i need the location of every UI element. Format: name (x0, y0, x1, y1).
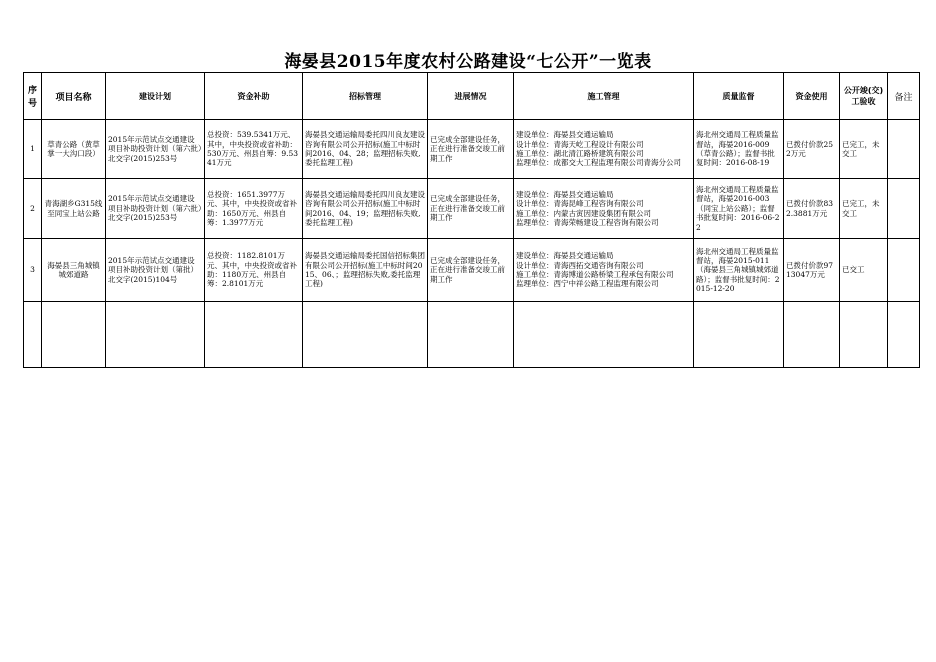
header-acceptance: 公开竣(交)工验收 (840, 73, 888, 120)
cell-plan: 2015年示范试点交通建设项目补助投资计划（第六批）北交字(2015)253号 (106, 120, 205, 179)
cell-seq: 1 (24, 120, 42, 179)
cell-funds: 总投资：1651.3977万元、其中，中央投资或省补助：1650万元、州县自筹：1.3977万元 (205, 179, 303, 239)
header-row (24, 73, 920, 120)
header-seq: 序号 (24, 73, 42, 120)
cell-quality: 海北州交通局工程质量监督站，海晏2015-011（海晏县三角城镇城郊道路）；监督书批复时间：2015-12-20 (694, 239, 784, 302)
header-funds: 资金补助 (205, 73, 303, 120)
cell-progress: 已完成全部建设任务，正在进行准备交竣工前期工作 (428, 179, 514, 239)
cell-name: 草青公路（黄草掌一大沟口段） (42, 120, 106, 179)
construction-line: 建设单位：海晏县交通运输局 (516, 130, 614, 140)
construction-line: 施工单位：湖北清江路桥建筑有限公司 (516, 149, 644, 158)
construction-line: 施工单位：青海博道公路桥梁工程承包有限公司 (516, 270, 674, 279)
empty-cell (514, 302, 694, 368)
cell-usage: 已拨付价款9713047万元 (784, 239, 840, 302)
header-bidding: 招标管理 (303, 73, 428, 120)
cell-acceptance: 已完工，未交工 (840, 120, 888, 179)
cell-usage: 已拨付价款252万元 (784, 120, 840, 179)
cell-funds: 总投资：1182.8101万元、其中，中央投资或省补助：1180万元、州县自筹：2.8101万元 (205, 239, 303, 302)
table-row-empty (24, 302, 920, 368)
summary-table (23, 72, 920, 368)
cell-seq: 3 (24, 239, 42, 302)
header-name: 项目名称 (42, 73, 106, 120)
cell-remark (888, 120, 920, 179)
cell-remark (888, 179, 920, 239)
table-row (24, 120, 920, 179)
construction-line: 监理单位：青海荣畅建设工程咨询有限公司 (516, 217, 659, 227)
cell-name: 海晏县三角城镇城郊道路 (42, 239, 106, 302)
cell-bidding: 海晏县交通运输局委托四川良友建设咨询有限公司公开招标(施工中标时间2016、04、28；监理招标失败,委托监理工程) (303, 120, 428, 179)
construction-line: 施工单位：内蒙古寅因建设集团有限公司 (516, 208, 651, 218)
cell-funds: 总投资：539.5341万元、其中，中央投资或省补助：530万元、州县自筹：9.5341万元 (205, 120, 303, 179)
empty-cell (784, 302, 840, 368)
page-title: 海晏县2015年度农村公路建设“七公开”一览表 (284, 52, 652, 72)
cell-bidding: 海晏县交通运输局委托四川良友建设咨询有限公司公开招标(施工中标时间2016、04、19；监理招标失败,委托监理工程) (303, 179, 428, 239)
table-row (24, 239, 920, 302)
construction-line: 监理单位：成都交大工程监理有限公司青海分公司 (516, 158, 681, 168)
cell-progress: 已完成全部建设任务，正在进行准备交竣工前期工作 (428, 120, 514, 179)
empty-cell (24, 302, 42, 368)
empty-cell (840, 302, 888, 368)
cell-plan: 2015年示范试点交通建设项目补助投资计划（第六批）北交字(2015)253号 (106, 179, 205, 239)
header-construction: 施工管理 (514, 73, 694, 120)
empty-cell (106, 302, 205, 368)
cell-seq: 2 (24, 179, 42, 239)
cell-construction (514, 239, 694, 302)
empty-cell (428, 302, 514, 368)
construction-line: 设计单位：青海天屹工程设计有限公司 (516, 139, 644, 149)
cell-bidding: 海晏县交通运输局委托国信招标集团有限公司公开招标(施工中标时间2015、06、；监理招标失败,委托监理工程) (303, 239, 428, 302)
cell-acceptance: 已完工，未交工 (840, 179, 888, 239)
construction-line: 监理单位：西宁中祥公路工程监理有限公司 (516, 279, 659, 289)
empty-cell (205, 302, 303, 368)
cell-quality: 海北州交通局工程质量监督站，海晏2016-003（同宝上站公路）；监督书批复时间：2016-06-22 (694, 179, 784, 239)
empty-cell (42, 302, 106, 368)
cell-remark (888, 239, 920, 302)
cell-quality: 海北州交通局工程质量监督站，海晏2016-009（草青公路）；监督书批复时间：2016-08-19 (694, 120, 784, 179)
empty-cell (888, 302, 920, 368)
construction-line: 建设单位：海晏县交通运输局 (516, 189, 614, 199)
cell-plan: 2015年示范试点交通建设项目补助投资计划（第批）北交字(2015)104号 (106, 239, 205, 302)
construction-line: 建设单位：海晏县交通运输局 (516, 251, 614, 261)
header-quality: 质量监督 (694, 73, 784, 120)
table-row (24, 179, 920, 239)
header-remark: 备注 (888, 73, 920, 120)
header-usage: 资金使用 (784, 73, 840, 120)
construction-line: 设计单位：青海昆峰工程咨询有限公司 (516, 199, 644, 209)
header-progress: 进展情况 (428, 73, 514, 120)
construction-line: 设计单位：青海西拓交通咨询有限公司 (516, 260, 644, 270)
header-plan: 建设计划 (106, 73, 205, 120)
empty-cell (694, 302, 784, 368)
cell-progress: 已完成全部建设任务，正在进行准备交竣工前期工作 (428, 239, 514, 302)
cell-acceptance: 已交工 (840, 239, 888, 302)
cell-usage: 已拨付价款832.3881万元 (784, 179, 840, 239)
cell-construction (514, 120, 694, 179)
cell-construction (514, 179, 694, 239)
cell-name: 青海湖乡G315线至同宝上站公路 (42, 179, 106, 239)
empty-cell (303, 302, 428, 368)
